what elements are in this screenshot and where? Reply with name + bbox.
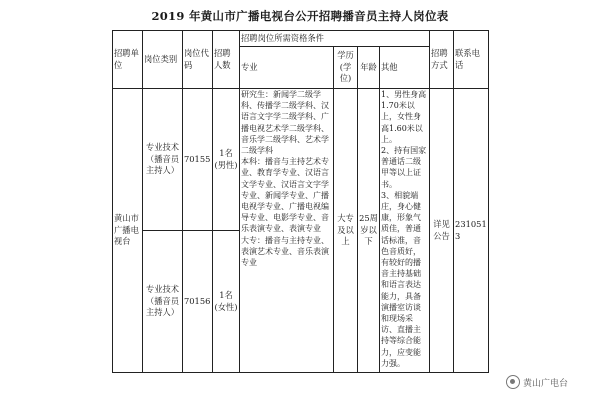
header-code: 岗位代码 bbox=[183, 31, 213, 89]
header-unit: 招聘单位 bbox=[113, 31, 143, 89]
position-category: 专业技术（播音员主持人） bbox=[143, 89, 183, 231]
position-count: 1名(男性) bbox=[213, 89, 240, 231]
header-major: 专业 bbox=[240, 47, 334, 89]
education-cell: 大专及以上 bbox=[334, 89, 358, 373]
header-education: 学历(学位) bbox=[334, 47, 358, 89]
other-cell: 1、男性身高1.70米以上，女性身高1.60米以上。 2、持有国家普通话二级甲等以上证书。 3、相貌端庄，身心健康，形象气质佳，普通话标准，音色音质好，有较好的播音主持基础和语言表达能力，具备演播室访谈和现场采访、直播主持等综合能力，应变能力强。 bbox=[380, 89, 430, 373]
header-other: 其他 bbox=[380, 47, 430, 89]
watermark-label: 黄山广电台 bbox=[523, 378, 569, 389]
position-code: 70155 bbox=[183, 89, 213, 231]
header-age: 年龄 bbox=[358, 47, 380, 89]
method-cell: 详见公告 bbox=[430, 89, 454, 373]
recruitment-table bbox=[112, 30, 489, 373]
header-method: 招聘方式 bbox=[430, 31, 454, 89]
document-title: 2019 年黄山市广播电视台公开招聘播音员主持人岗位表 bbox=[151, 9, 449, 23]
position-code: 70156 bbox=[183, 231, 213, 373]
document-sheet bbox=[112, 0, 488, 400]
header-category: 岗位类别 bbox=[143, 31, 183, 89]
phone-cell: 2310513 bbox=[454, 89, 489, 373]
header-conditions: 招聘岗位所需资格条件 bbox=[240, 31, 430, 47]
watermark bbox=[506, 375, 568, 389]
position-category: 专业技术（播音员主持人） bbox=[143, 231, 183, 373]
wechat-account-icon bbox=[506, 375, 520, 389]
header-phone: 联系电话 bbox=[454, 31, 489, 89]
header-count: 招聘人数 bbox=[213, 31, 240, 89]
age-cell: 25周岁以下 bbox=[358, 89, 380, 373]
major-cell: 研究生：新闻学二级学科、传播学二级学科、汉语言文字学二级学科、广播电视艺术学二级学科、音乐学二级学科、艺术学二级学科 本科：播音与主持艺术专业、教育学专业、汉语言文学专业、汉语言文字学专业、新闻学专业、广播电视学专业、广播电视编导专业、电影学专业、音乐表演专业、表演专业 大专：播音与主持专业、表演艺术专业、音乐表演专业 bbox=[240, 89, 334, 373]
unit-cell: 黄山市广播电视台 bbox=[113, 89, 143, 373]
position-count: 1名(女性) bbox=[213, 231, 240, 373]
